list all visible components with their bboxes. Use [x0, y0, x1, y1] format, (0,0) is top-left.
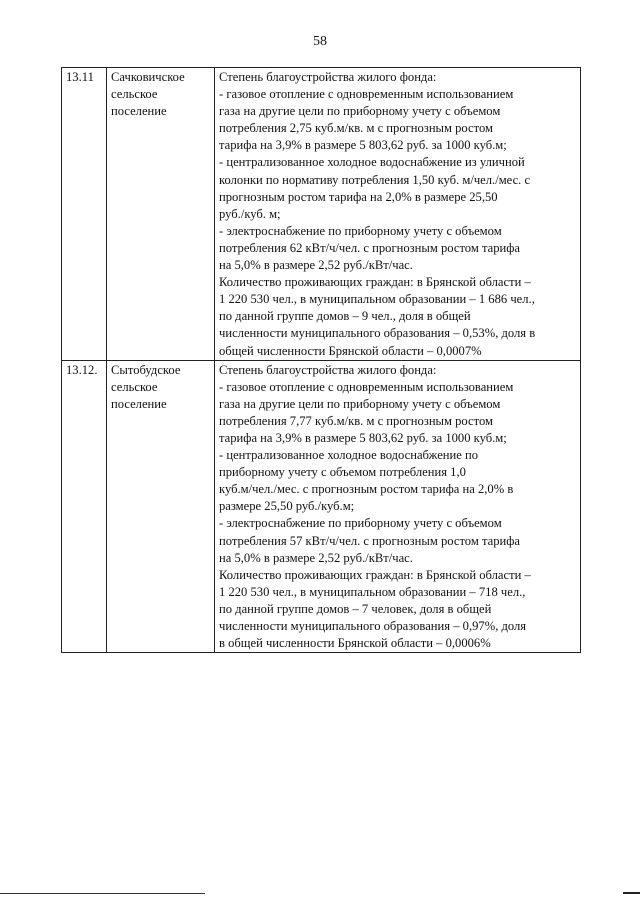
description-line: на 5,0% в размере 2,52 руб./кВт/час.	[219, 550, 413, 565]
description-line: потребления 57 кВт/ч/чел. с прогнозным ростом тарифа	[219, 533, 521, 548]
description-line: по данной группе домов – 9 чел., доля в общей	[219, 309, 471, 324]
description-line: приборному учету с объемом потребления 1,0	[219, 465, 466, 480]
footer-mark	[623, 892, 640, 894]
settlement-name-line: сельское	[111, 379, 158, 394]
row-number: 13.12.	[66, 362, 98, 377]
settlement-table	[61, 67, 581, 653]
description-line: газа на другие цели по приборному учету с объемом	[219, 396, 501, 411]
description-line: - газовое отопление с одновременным использованием	[219, 87, 514, 102]
page-number: 58	[313, 34, 327, 49]
table-row	[62, 68, 581, 361]
row-number-cell	[62, 360, 107, 653]
description-line: Степень благоустройства жилого фонда:	[219, 362, 437, 377]
row-number: 13.11	[66, 70, 94, 84]
description-line: 1 220 530 чел., в муниципальном образовании – 1 686 чел.,	[219, 292, 535, 307]
description-line: Количество проживающих граждан: в Брянской области –	[219, 567, 531, 582]
description-line: потребления 62 кВт/ч/чел. с прогнозным ростом тарифа	[219, 240, 521, 255]
description-line: - централизованное холодное водоснабжение по	[219, 448, 479, 463]
description-line: тарифа на 3,9% в размере 5 803,62 руб. за 1000 куб.м;	[219, 138, 507, 153]
settlement-name-cell	[107, 68, 215, 361]
description-line: - электроснабжение по приборному учету с объемом	[219, 516, 502, 531]
description-line: численности муниципального образования – 0,53%, доля в	[219, 326, 536, 341]
description-line: - электроснабжение по приборному учету с объемом	[219, 223, 502, 238]
description-line: Степень благоустройства жилого фонда:	[219, 70, 437, 84]
settlement-name-line: сельское	[111, 87, 158, 102]
description-line: общей численности Брянской области – 0,0007%	[219, 343, 482, 358]
description-line: потребления 2,75 куб.м/кв. м с прогнозным ростом	[219, 121, 493, 136]
description-line: газа на другие цели по приборному учету с объемом	[219, 104, 501, 119]
settlement-name-line: поселение	[111, 104, 167, 119]
description-line: по данной группе домов – 7 человек, доля в общей	[219, 601, 492, 616]
description-line: куб.м/чел./мес. с прогнозным ростом тарифа на 2,0% в	[219, 482, 514, 497]
settlement-name-line: Сытобудское	[111, 362, 181, 377]
description-line: колонки по нормативу потребления 1,50 куб. м/чел./мес. с	[219, 172, 531, 187]
description-line: численности муниципального образования – 0,97%, доля	[219, 619, 527, 633]
settlement-name-cell	[107, 360, 215, 653]
description-line: руб./куб. м;	[219, 206, 281, 221]
description-line: потребления 7,77 куб.м/кв. м с прогнозным ростом	[219, 413, 493, 428]
description-line: - газовое отопление с одновременным использованием	[219, 379, 514, 394]
description-line: Количество проживающих граждан: в Брянской области –	[219, 275, 531, 290]
row-number-cell	[62, 68, 107, 361]
description-cell	[215, 68, 581, 361]
settlement-name-line: поселение	[111, 396, 167, 411]
footer-rule	[0, 893, 205, 894]
description-line: - централизованное холодное водоснабжение из уличной	[219, 155, 525, 170]
settlement-name-line: Сачковичское	[111, 70, 185, 84]
description-line: размере 25,50 руб./куб.м;	[219, 499, 355, 514]
description-line: 1 220 530 чел., в муниципальном образовании – 718 чел.,	[219, 584, 526, 599]
description-cell	[215, 360, 581, 653]
description-line: на 5,0% в размере 2,52 руб./кВт/час.	[219, 258, 413, 273]
description-line: в общей численности Брянской области – 0,0006%	[219, 636, 491, 651]
table-row	[62, 360, 581, 653]
description-line: тарифа на 3,9% в размере 5 803,62 руб. за 1000 куб.м;	[219, 430, 507, 445]
description-line: прогнозным ростом тарифа на 2,0% в размере 25,50	[219, 189, 498, 204]
